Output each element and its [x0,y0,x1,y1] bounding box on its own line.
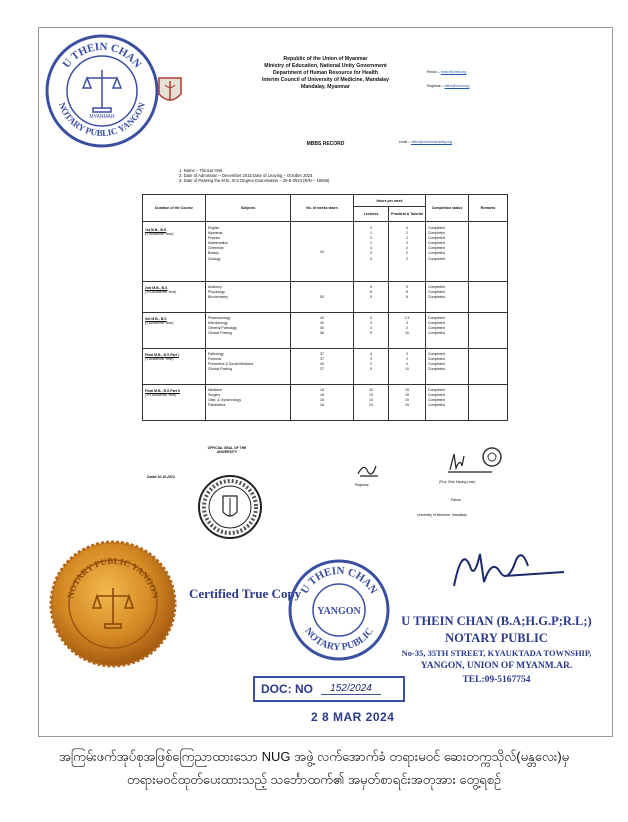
admission-dates: 2. Date of Admission – December 2015 Date of Leaving – October 2023 [179,173,313,178]
svg-text:NOTARY PUBLIC [302,626,376,653]
header-line: Mandalay, Myanmar [301,84,350,90]
notary-block [389,613,604,687]
contact-email: email – office@ummemandalay.org [399,140,453,144]
header-line: Republic of the Union of Myanmar [283,56,368,62]
course-period: (1 Academic Year) [145,357,174,361]
seal-bottom-text: NOTARY PUBLIC YANGON [56,101,148,139]
subject-cell: Botany [208,251,219,256]
record-title: MBBS RECORD [306,141,345,147]
gold-seal-text: NOTARY PUBLIC YANGON [65,555,161,600]
notary-name: U THEIN CHAN (B.A;H.G.P;R.L;) [401,614,592,628]
col-duration: Duration of the Course [143,195,206,222]
header-line: Ministry of Education, National Unity Government [264,63,387,69]
table-row: 3rd M.B., B.S (1 Academic Year) Pharmacology Microbiology General Pathology Clinical Posting 40 40 40 36 3 4 4 5 2.4 3 2 10 Completed Completed Completed Completed [143,313,508,349]
header-line: Interim Council of University of Medicine, Mandalay [261,77,390,83]
student-name: 1. Name – Thinzar Htet [179,168,223,173]
subject-cell: Chemistry [208,246,224,251]
blue-seal-top-text: U THEIN CHAN [298,564,380,597]
course-name: Final M.B., B.S Part I [145,353,180,357]
table-row: 1st M.B., B.S (1 Academic Year) English Myanmar Physics Mathematics Chemistry Botany Zoology 40 2 1 3 1 4 3 3 4 2 2 2 2 2 2 Completed Completed Completed Completed Completed Completed Completed [143,222,508,282]
course-period: (1½ Academic Year) [145,393,177,397]
official-seal-label: OFFICIAL SEAL OF THE UNIVERSITY [207,446,247,455]
col-status: Completion status [426,195,469,222]
certified-true-copy: Certified True Copy [189,586,302,601]
doc-label: DOC: NO [261,682,313,696]
notary-title: NOTARY PUBLIC [445,631,548,645]
patron-name: (Prof. Khin Maung Lwin) [439,480,476,484]
notary-tel: TEL:09-5167754 [462,675,531,685]
seal-inner-text: MYANMAR [89,114,115,120]
blue-seal-inner-text: YANGON [317,606,361,617]
contact-rector: Rector – rector@umm.org [427,70,467,74]
notary-address-1: No-35, 35TH STREET, KYAUKTADA TOWNSHIP, [401,648,592,658]
header-line: Department of Human Resource for Health [273,70,378,76]
weeks-cell: 50 [291,282,354,313]
notary-signature [444,536,574,601]
course-name: 1st M.B., B.S [145,228,167,232]
notary-seal-blue [287,558,391,662]
table-row: Final M.B., B.S Part II (1½ Academic Year) Medicine Surgery Obst. & Gynaecology Paediatrics 16 16 16 16 10 10 10 10 15 15 15 15 Completed Completed Completed Completed [143,385,508,421]
col-hours: Hours per week [354,195,426,207]
caption-line-1: အကြမ်းဖက်အုပ်စုအဖြစ်ကြေညာထားသော NUG အဖွဲ့ လက်အောက်ခံ တရားမဝင် ဆေးတက္ကသိုလ်(မန္တလေး)မှ [58,749,570,764]
col-subjects: Subjects [206,195,291,222]
notary-address-2: YANGON, UNION OF MYANM.AR. [420,661,573,671]
subject-cell: Zoology [208,256,221,261]
course-name: 2nd M.B., B.S [145,286,168,290]
seal-top-text: U THEIN CHAN [60,40,144,71]
course-period: (1 Academic Year) [145,232,174,236]
course-name: 3rd M.B., B.S [145,317,167,321]
notary-seal-top-left [43,32,161,150]
col-weeks: No. of weeks taken [291,195,354,222]
col-practical: Practical & Tutorial [389,207,426,222]
course-period: (1½ Academic Year) [145,290,177,294]
patron-org: University of Medicine, Mandalay [417,513,467,517]
blue-seal-bottom-text: NOTARY PUBLIC [302,625,376,654]
dated-text: Dated 10-10-2023 [147,475,175,479]
contact-registrar: Registrar – office@umm.org [427,84,470,88]
header-block [39,56,612,91]
subject-cell: Myanmar [208,231,223,236]
table-row: 2nd M.B., B.S (1½ Academic Year) Anatomy Physiology Biochemistry 50 6 6 5 5 5 6 Completed Completed Completed [143,282,508,313]
weeks-cell: 40 [291,222,354,282]
course-name: Final M.B., B.S Part II [145,389,181,393]
date-stamp: 2 8 MAR 2024 [311,710,395,724]
patron-stamp-icon [481,446,503,468]
student-info [179,168,329,183]
university-seal [197,474,263,540]
patron-title: Patron [451,498,461,502]
caption-line-2: တရားမဝင်ထုတ်ပေးထားသည့် သင်္ဘောထက်၏ အမှတ်စာရင်းအတုအား တွေ့ရစဉ် [126,772,502,787]
doc-number-box [253,676,405,702]
gold-notary-seal [47,538,179,670]
col-remarks: Remarks [469,195,508,222]
passing-date: 3. Date of Passing the M.B., B.S Degree Examination – 30-8-2023 (R/N – 18055) [179,178,330,183]
course-period: (1 Academic Year) [145,321,174,325]
table-row: Final M.B., B.S Part I (1 Academic Year) Pathology Forensic Preventive & Social Medicine Clinical Posting 37 37 40 37 4 4 2 5 3 2 4 10 Completed Completed Completed Completed [143,349,508,385]
scanned-document [38,27,613,737]
subject-cell: Mathematics [208,241,228,246]
doc-value: 152/2024 [321,683,381,695]
col-lectures: Lectures [354,207,389,222]
image-caption [0,745,628,791]
registrar-signature [354,460,384,485]
subject-cell: English [208,226,220,230]
registrar-label: Registrar [355,483,369,487]
subject-cell: Physics [208,236,221,241]
mbbs-record-table [142,194,508,421]
